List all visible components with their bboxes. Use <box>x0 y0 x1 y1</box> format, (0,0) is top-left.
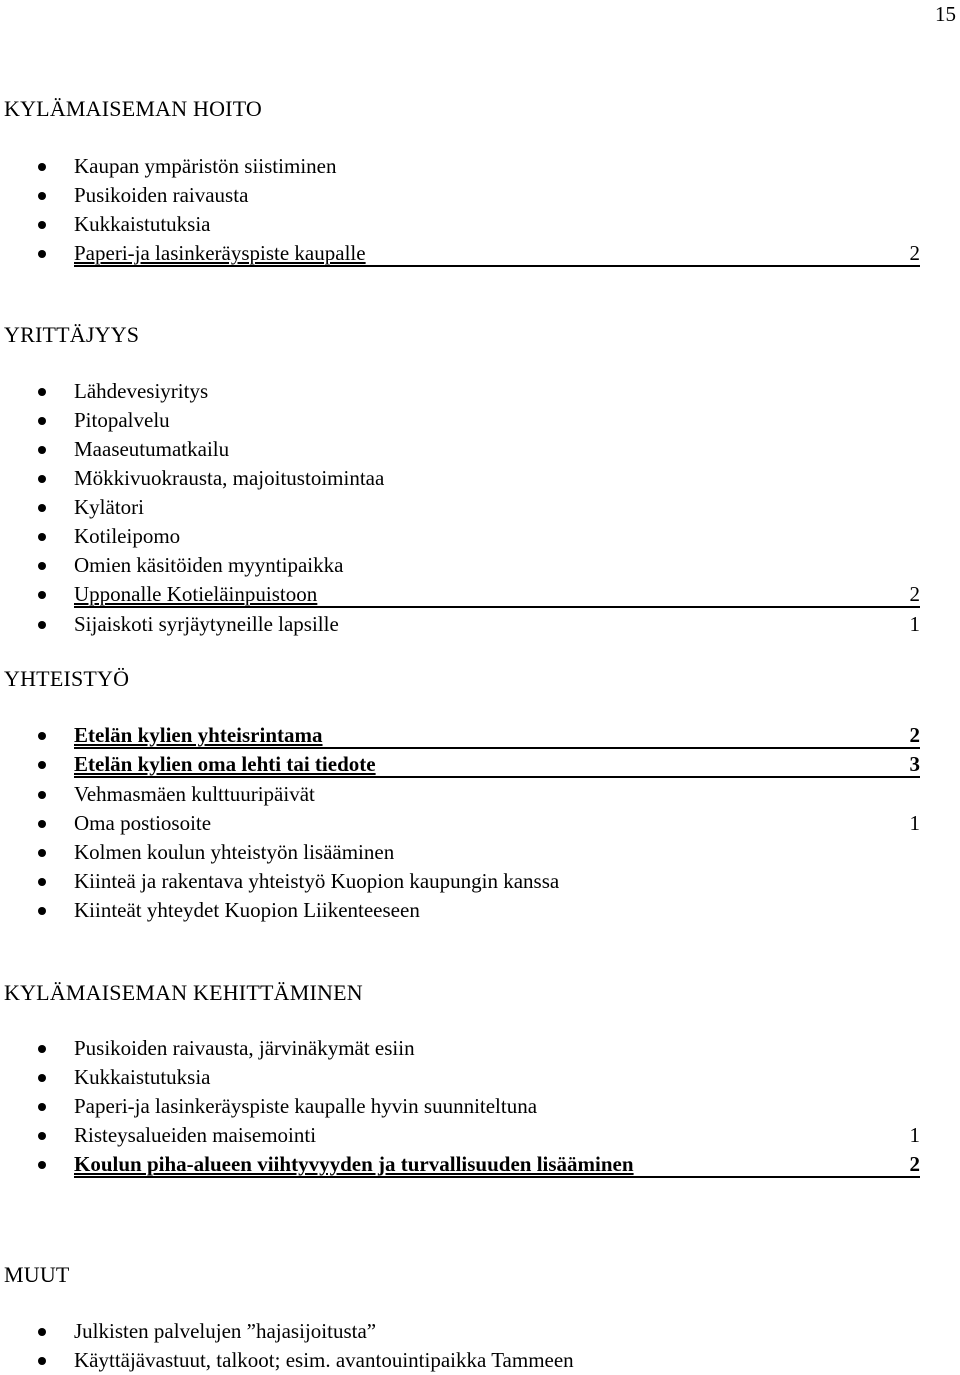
list-item: Oma postiosoite 1 <box>74 809 920 838</box>
bullet-icon <box>38 1045 46 1053</box>
bullet-icon <box>38 1357 46 1365</box>
list-item: Julkisten palvelujen ”hajasijoitusta” <box>74 1317 920 1346</box>
section-title-yhteistyo: YHTEISTYÖ <box>4 666 130 691</box>
list-item: Koulun piha-alueen viihtyvyyden ja turvallisuuden lisääminen 2 <box>74 1150 920 1178</box>
bullet-icon <box>38 1074 46 1082</box>
list-item: Kolmen koulun yhteistyön lisääminen <box>74 838 920 867</box>
bullet-icon <box>38 1103 46 1111</box>
bullet-icon <box>38 761 46 769</box>
bullet-icon <box>38 907 46 915</box>
bullet-icon <box>38 533 46 541</box>
list-item: Kiinteät yhteydet Kuopion Liikenteeseen <box>74 896 920 925</box>
list-item: Etelän kylien oma lehti tai tiedote 3 <box>74 750 920 778</box>
list-item: Kotileipomo <box>74 522 920 551</box>
list-item: Kukkaistutuksia <box>74 1063 920 1092</box>
section-title-muut: MUUT <box>4 1262 70 1287</box>
section-title-kylamaiseman-hoito: KYLÄMAISEMAN HOITO <box>4 96 263 121</box>
section-title-kylamaiseman-kehittaminen: KYLÄMAISEMAN KEHITTÄMINEN <box>4 980 363 1005</box>
list-item: Maaseutumatkailu <box>74 435 920 464</box>
bullet-icon <box>38 849 46 857</box>
list-item: Paperi-ja lasinkeräyspiste kaupalle hyvin suunniteltuna <box>74 1092 920 1121</box>
bullet-icon <box>38 250 46 258</box>
list-item: Mökkivuokrausta, majoitustoimintaa <box>74 464 920 493</box>
bullet-icon <box>38 791 46 799</box>
bullet-icon <box>38 1328 46 1336</box>
bullet-icon <box>38 504 46 512</box>
list-item: Upponalle Kotieläinpuistoon 2 <box>74 580 920 608</box>
list-item: Pusikoiden raivausta, järvinäkymät esiin <box>74 1034 920 1063</box>
bullet-icon <box>38 1161 46 1169</box>
page-number: 15 <box>935 2 956 26</box>
bullet-icon <box>38 562 46 570</box>
bullet-icon <box>38 221 46 229</box>
list-item: Sijaiskoti syrjäytyneille lapsille 1 <box>74 610 920 639</box>
list-item: Käyttäjävastuut, talkoot; esim. avantouintipaikka Tammeen <box>74 1346 920 1375</box>
bullet-icon <box>38 591 46 599</box>
bullet-icon <box>38 878 46 886</box>
list-item: Kukkaistutuksia <box>74 210 920 239</box>
bullet-icon <box>38 417 46 425</box>
list-item: Kylätori <box>74 493 920 522</box>
bullet-icon <box>38 446 46 454</box>
list-item: Lähdevesiyritys <box>74 377 920 406</box>
list-item: Kaupan ympäristön siistiminen <box>74 152 920 181</box>
bullet-icon <box>38 621 46 629</box>
section-title-yrittajyys: YRITTÄJYYS <box>4 322 140 347</box>
bullet-icon <box>38 192 46 200</box>
list-item: Kiinteä ja rakentava yhteistyö Kuopion kaupungin kanssa <box>74 867 920 896</box>
list-item: Pitopalvelu <box>74 406 920 435</box>
bullet-icon <box>38 163 46 171</box>
bullet-icon <box>38 820 46 828</box>
bullet-icon <box>38 1132 46 1140</box>
list-item: Etelän kylien yhteisrintama 2 <box>74 721 920 749</box>
list-item: Pusikoiden raivausta <box>74 181 920 210</box>
list-item: Risteysalueiden maisemointi 1 <box>74 1121 920 1150</box>
list-item: Vehmasmäen kulttuuripäivät <box>74 780 920 809</box>
bullet-icon <box>38 732 46 740</box>
list-item: Omien käsitöiden myyntipaikka <box>74 551 920 580</box>
bullet-icon <box>38 388 46 396</box>
bullet-icon <box>38 475 46 483</box>
list-item: Paperi-ja lasinkeräyspiste kaupalle 2 <box>74 239 920 267</box>
